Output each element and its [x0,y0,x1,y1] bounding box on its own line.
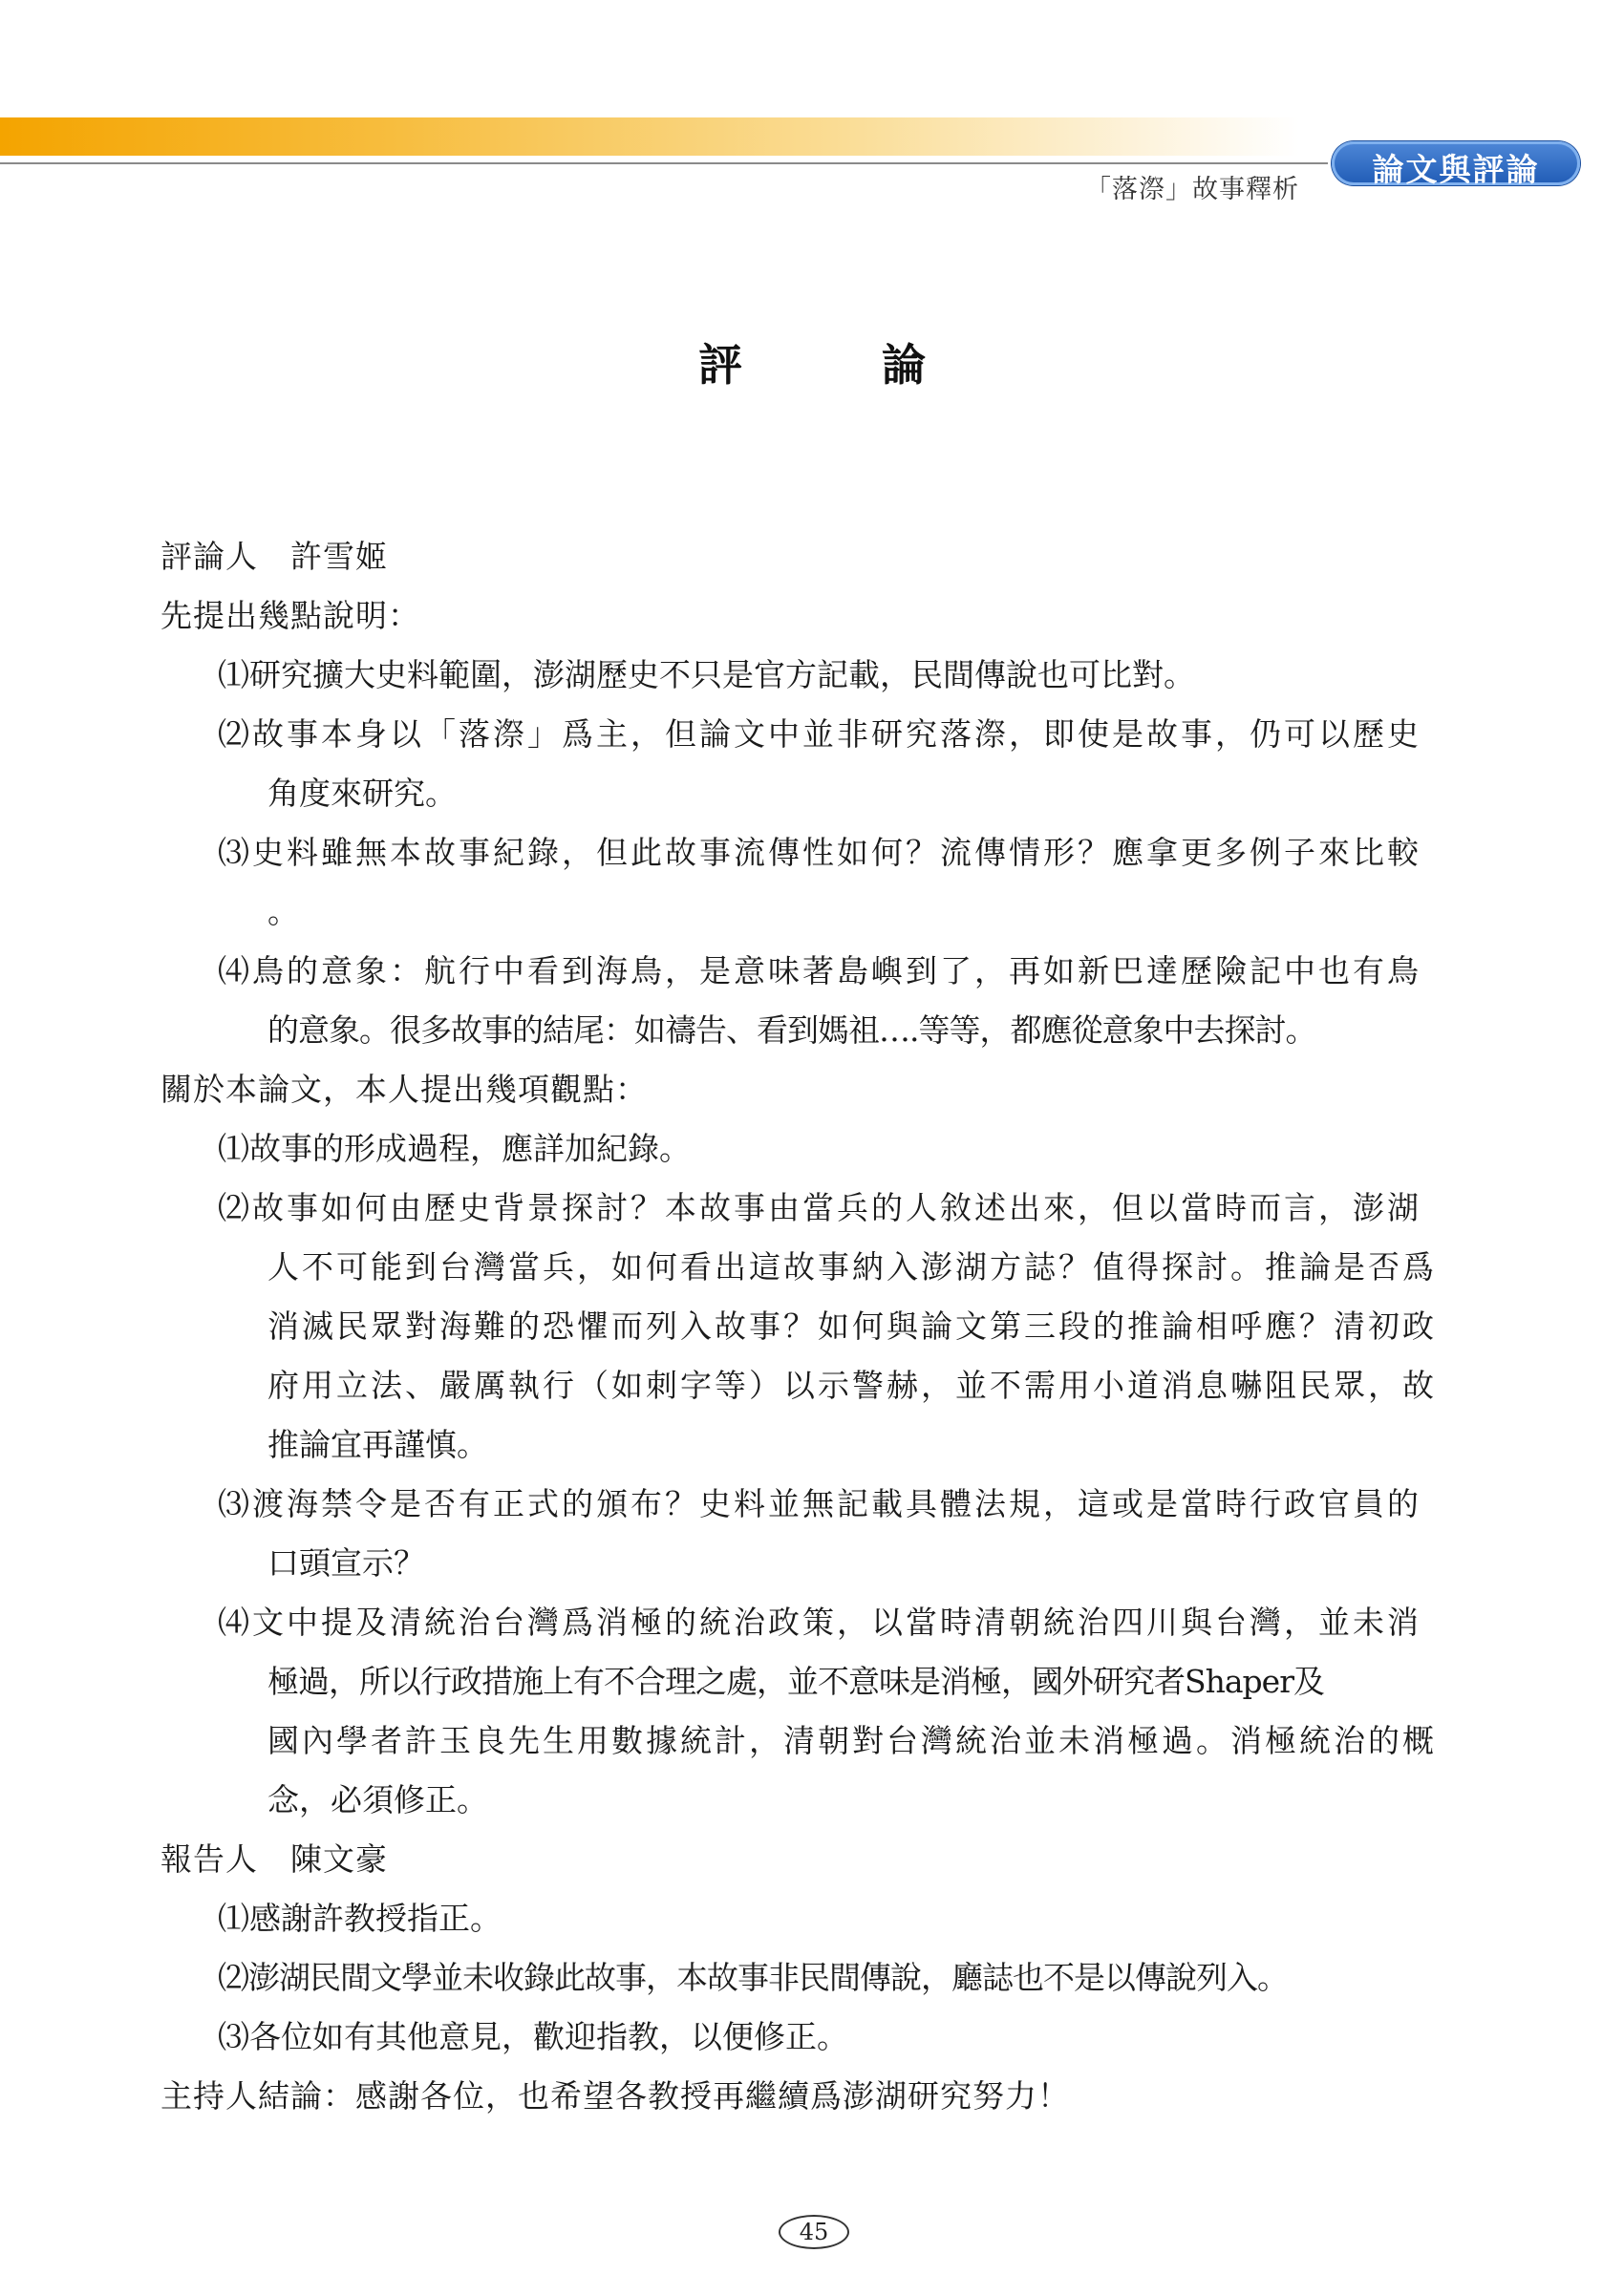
list-item: ⑷鳥的意象：航行中看到海鳥，是意味著島嶼到了，再如新巴達歷險記中也有鳥 [218,952,1421,989]
list-item-continuation: 人不可能到台灣當兵，如何看出這故事納入澎湖方誌？值得探討。推論是否爲 [267,1248,1437,1286]
list-item: ⑵澎湖民間文學並未收錄此故事，本故事非民間傳說，廳誌也不是以傳說列入。 [218,1959,1288,1996]
list-item-continuation: 極過，所以行政措施上有不合理之處，並不意味是消極，國外研究者Shaper及 [267,1663,1324,1700]
list-item-continuation: 角度來研究。 [267,775,457,812]
list-item: ⑶渡海禁令是否有正式的頒布？史料並無記載具體法規，這或是當時行政官員的 [218,1485,1421,1522]
reporter-heading: 報告人 陳文豪 [160,1840,388,1878]
page-title: 評 論 [698,339,973,391]
section-heading: 先提出幾點說明： [160,597,420,634]
list-item-continuation: 消滅民眾對海難的恐懼而列入故事？如何與論文第三段的推論相呼應？清初政 [267,1307,1437,1345]
document-body [160,527,1488,2126]
page-number: 45 [779,2215,849,2249]
list-item-continuation: 推論宜再謹慎。 [267,1426,488,1463]
list-item: ⑴感謝許教授指正。 [218,1900,502,1937]
list-item: ⑴研究擴大史料範圍，澎湖歷史不只是官方記載，民間傳說也可比對。 [218,656,1195,693]
header-rule [0,162,1328,164]
list-item: ⑶史料雖無本故事紀錄，但此故事流傳性如何？流傳情形？應拿更多例子來比較 [218,834,1421,871]
list-item: ⑵故事本身以「落漈」爲主，但論文中並非研究落漈，即使是故事，仍可以歷史 [218,715,1421,753]
list-item-continuation: 。 [267,893,299,930]
section-heading: 關於本論文，本人提出幾項觀點： [160,1071,648,1108]
list-item: ⑷文中提及清統治台灣爲消極的統治政策，以當時清朝統治四川與台灣，並未消 [218,1604,1421,1641]
list-item-continuation: 的意象。很多故事的結尾：如禱告、看到媽祖….等等，都應從意象中去探討。 [267,1011,1316,1049]
header-color-band [0,117,1299,156]
reviewer-heading: 評論人 許雪姬 [160,538,388,575]
list-item: ⑵故事如何由歷史背景探討？本故事由當兵的人敘述出來，但以當時而言，澎湖 [218,1189,1421,1226]
list-item: ⑶各位如有其他意見，歡迎指教，以便修正。 [218,2018,848,2055]
list-item-continuation: 口頭宣示？ [267,1544,425,1582]
list-item-continuation: 念，必須修正。 [267,1781,488,1818]
section-badge [1332,141,1580,188]
list-item-continuation: 國內學者許玉良先生用數據統計，清朝對台灣統治並未消極過。消極統治的概 [267,1722,1437,1759]
list-item-continuation: 府用立法、嚴厲執行（如刺字等）以示警赫，並不需用小道消息嚇阻民眾，故 [267,1367,1437,1404]
section-badge-label: 論文與評論 [1372,151,1540,188]
list-item: ⑴故事的形成過程，應詳加紀錄。 [218,1130,691,1167]
moderator-conclusion: 主持人結論：感謝各位，也希望各教授再繼續爲澎湖研究努力！ [160,2077,1070,2115]
running-title: 「落漈」故事釋析 [1085,175,1299,204]
